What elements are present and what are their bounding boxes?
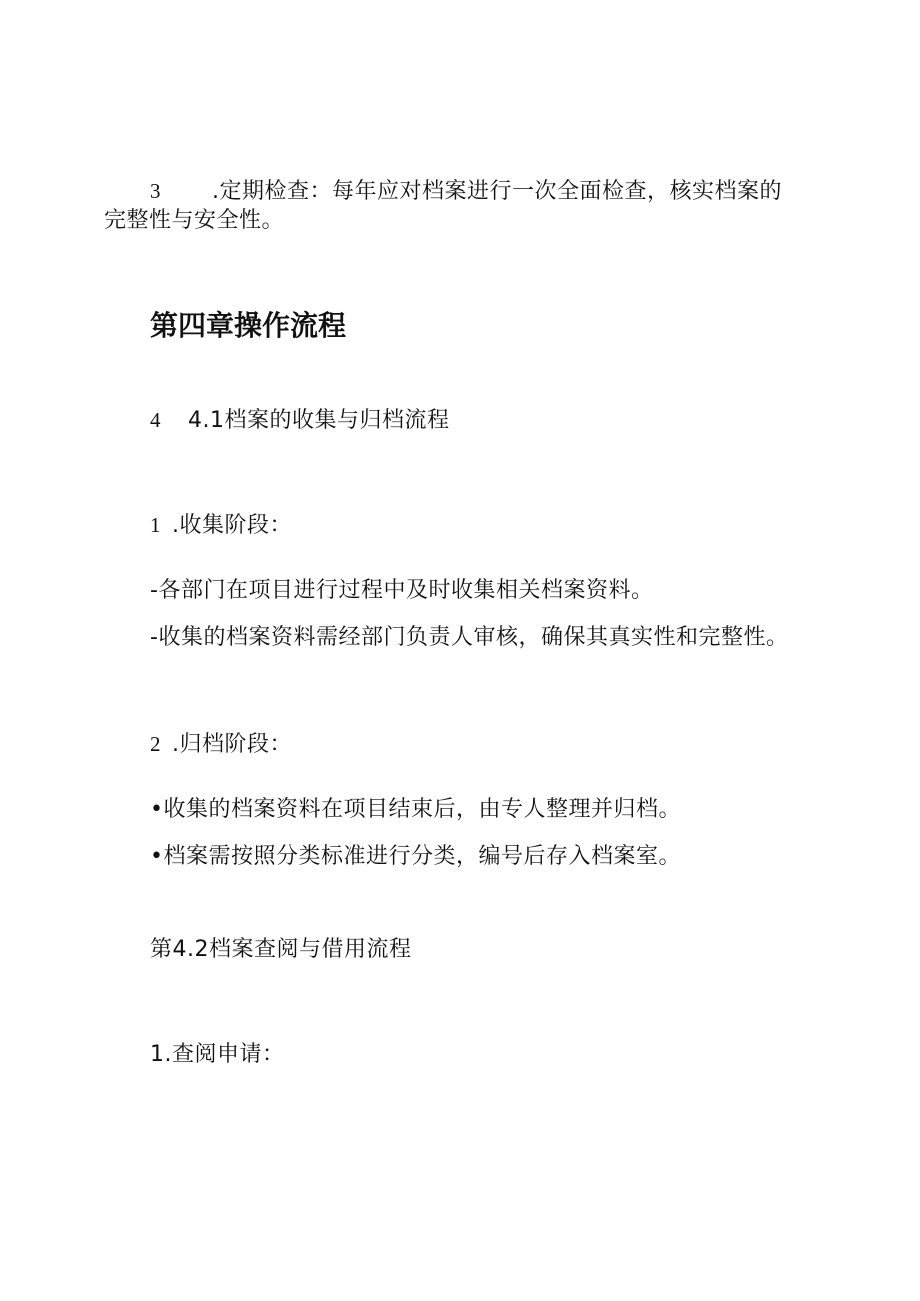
item-3-text: .定期检查：每年应对档案进行一次全面检查，核实档案的 [212, 179, 782, 204]
section-4-2-heading: 第4.2档案查阅与借用流程 [150, 937, 412, 962]
stage-2-item-2: •档案需按照分类标准进行分类，编号后存入档案室。 [150, 844, 681, 869]
stage-1-item-1: -各部门在项目进行过程中及时收集相关档案资料。 [150, 578, 654, 603]
item-3-number: 3 [150, 179, 161, 203]
stage-2-text: .归档阶段： [172, 732, 292, 757]
item-3-line-1 [150, 176, 782, 207]
section-4-1-text: 4.1档案的收集与归档流程 [188, 408, 450, 433]
step-1-heading: 1.查阅申请： [150, 1042, 285, 1067]
stage-2-heading [150, 729, 292, 760]
stage-1-text: .收集阶段： [172, 513, 292, 538]
section-4-1-heading [150, 405, 450, 436]
stage-2-number: 2 [150, 732, 161, 756]
stage-2-item-1: •收集的档案资料在项目结束后，由专人整理并归档。 [150, 797, 681, 822]
section-4-1-number: 4 [150, 408, 161, 432]
item-3-line-2: 完整性与安全性。 [104, 208, 285, 233]
stage-1-heading [150, 510, 292, 541]
stage-1-item-2: -收集的档案资料需经部门负责人审核，确保其真实性和完整性。 [150, 625, 789, 650]
stage-1-number: 1 [150, 513, 161, 537]
chapter-title: 第四章操作流程 [150, 309, 347, 342]
